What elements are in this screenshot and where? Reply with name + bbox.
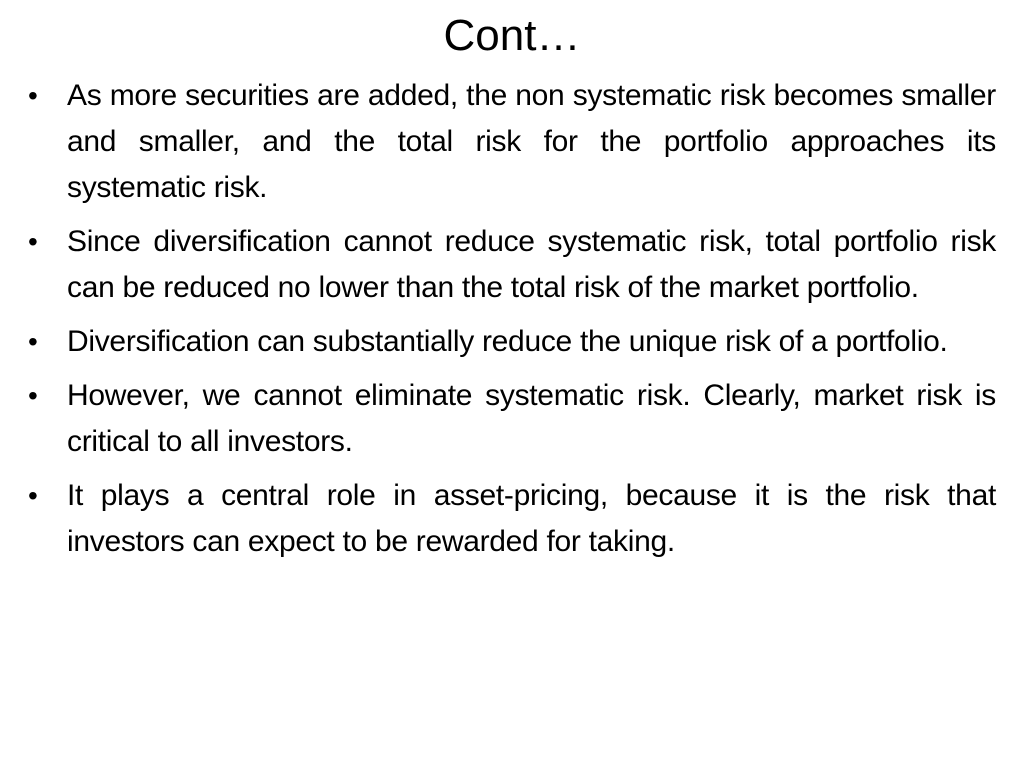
bullet-icon: • (28, 380, 38, 411)
bullet-icon: • (28, 80, 38, 111)
bullet-text: It plays a central role in asset-pricing, because it is the risk that investors can expect to be rewarded for taking. (67, 479, 996, 558)
bullet-text: Since diversification cannot reduce systematic risk, total portfolio risk can be reduced no lower than the total risk of the market portfolio. (67, 225, 996, 304)
bullet-item (28, 73, 996, 211)
bullet-icon: • (28, 326, 38, 357)
bullet-icon: • (28, 226, 38, 257)
bullet-item (28, 319, 996, 365)
bullet-text: However, we cannot eliminate systematic risk. Clearly, market risk is critical to all investors. (67, 379, 996, 458)
bullet-text: Diversification can substantially reduce the unique risk of a portfolio. (67, 325, 948, 358)
bullet-list (28, 73, 996, 573)
bullet-icon: • (28, 480, 38, 511)
slide-title: Cont… (443, 11, 581, 60)
bullet-text: As more securities are added, the non systematic risk becomes smaller and smaller, and the total risk for the portfolio approaches its systematic risk. (67, 79, 996, 204)
bullet-item (28, 473, 996, 565)
bullet-item (28, 373, 996, 465)
bullet-item (28, 219, 996, 311)
